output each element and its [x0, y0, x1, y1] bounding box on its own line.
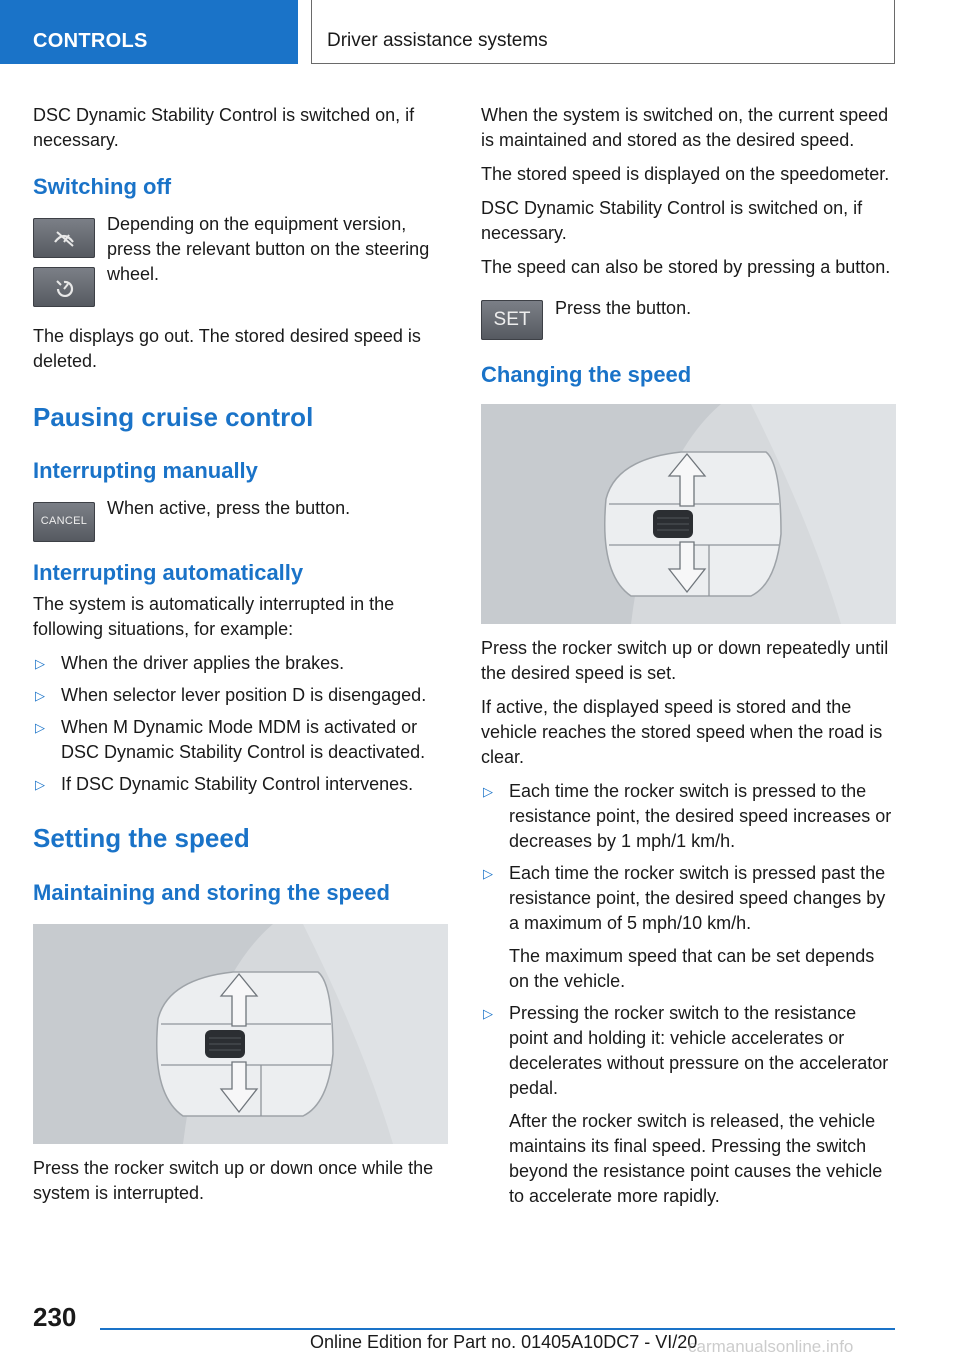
chapter-header — [311, 0, 895, 64]
steering-wheel-rocker-switch-image — [33, 924, 448, 1144]
list-item: ▷ When selector lever position D is disengaged. — [33, 683, 449, 708]
bullet-triangle-icon: ▷ — [483, 866, 493, 881]
right-column — [481, 103, 897, 1216]
list-item: ▷ Each time the rocker switch is pressed to the resistance point, the desired speed increases or decreases by 1 mph/1 km/h. — [483, 781, 892, 851]
changing-para-1: Press the rocker switch up or down repeatedly until the desired speed is set. — [481, 638, 889, 683]
cancel-row — [33, 496, 449, 542]
left-column — [33, 103, 449, 1215]
list-item: ▷ When M Dynamic Mode MDM is activated or DSC Dynamic Stability Control is deactivated. — [35, 717, 426, 762]
switch-off-text: Depending on the equipment version, press the relevant button on the steering wheel. — [107, 214, 430, 284]
chapter-title: Driver assistance systems — [327, 30, 548, 51]
cruise-control-pause-button-icon — [33, 267, 95, 307]
switch-off-buttons — [33, 212, 449, 304]
interrupt-auto-text: The system is automatically interrupted in the following situations, for example: — [33, 594, 395, 639]
list-item: ▷ Pressing the rocker switch to the resistance point and holding it: vehicle accelerates or decelerates without pressure on the accelerator pedal. After the rocker switch is released, the vehicle maintains its final speed. Pressing the switch beyond the resistance point causes the vehicle to accelerate more rapidly. — [481, 1001, 897, 1209]
maintain-store-heading: Maintaining and storing the speed — [33, 880, 390, 905]
bullet-triangle-icon: ▷ — [35, 656, 45, 671]
changing-speed-heading: Changing the speed — [481, 362, 692, 387]
list-item: ▷ Each time the rocker switch is pressed past the resistance point, the desired speed changes by a maximum of 5 mph/10 km/h. The maximum speed that can be set depends on the vehicle. — [481, 861, 897, 994]
right-para-3: DSC Dynamic Stability Control is switched on, if necessary. — [481, 198, 863, 243]
switching-off-heading: Switching off — [33, 174, 172, 199]
intro-text: DSC Dynamic Stability Control is switched on, if necessary. — [33, 105, 415, 150]
cancel-button-label: CANCEL — [40, 515, 88, 527]
steering-wheel-rocker-switch-image-2 — [481, 404, 896, 624]
set-button-icon — [481, 300, 543, 340]
bullet-triangle-icon: ▷ — [35, 720, 45, 735]
edition-text: Online Edition for Part no. 01405A10DC7 - VI/20 — [310, 1332, 698, 1352]
setting-after-image-text: Press the rocker switch up or down once while the system is interrupted. — [33, 1158, 434, 1203]
changing-list — [481, 779, 897, 1209]
section-label: CONTROLS — [33, 30, 148, 52]
bullet-triangle-icon: ▷ — [483, 1006, 493, 1021]
list-item-note: After the rocker switch is released, the vehicle maintains its final speed. Pressing the switch beyond the resistance point causes the vehicle to accelerate more rapidly. — [509, 1111, 883, 1206]
setting-speed-heading: Setting the speed — [33, 823, 250, 853]
watermark: carmanualsonline.info — [688, 1337, 854, 1356]
interrupt-auto-heading: Interrupting automatically — [33, 560, 304, 585]
footer-divider — [100, 1328, 895, 1330]
switch-off-after-text: The displays go out. The stored desired speed is deleted. — [33, 326, 421, 371]
bullet-triangle-icon: ▷ — [483, 784, 493, 799]
section-tab — [0, 0, 298, 64]
right-para-1: When the system is switched on, the current speed is maintained and stored as the desired speed. — [481, 105, 889, 150]
bullet-triangle-icon: ▷ — [35, 688, 45, 703]
list-item-note: The maximum speed that can be set depends on the vehicle. — [509, 946, 875, 991]
bullet-triangle-icon: ▷ — [35, 777, 45, 792]
pausing-heading: Pausing cruise control — [33, 402, 314, 432]
set-row — [481, 296, 897, 342]
cancel-button-icon — [33, 502, 95, 542]
interrupt-manual-text: When active, press the button. — [107, 498, 351, 518]
set-button-label: SET — [493, 309, 531, 330]
cruise-control-off-button-icon — [33, 218, 95, 258]
list-item: ▷ If DSC Dynamic Stability Control intervenes. — [33, 772, 449, 797]
right-para-2: The stored speed is displayed on the speedometer. — [481, 164, 890, 184]
page-number: 230 — [33, 1302, 77, 1332]
set-text: Press the button. — [555, 298, 692, 318]
interrupt-auto-list — [33, 651, 449, 797]
list-item: ▷ When the driver applies the brakes. — [33, 651, 449, 676]
interrupt-manual-heading: Interrupting manually — [33, 458, 258, 483]
right-para-4: The speed can also be stored by pressing a button. — [481, 257, 891, 277]
changing-para-2: If active, the displayed speed is stored and the vehicle reaches the stored speed when the road is clear. — [481, 697, 883, 767]
